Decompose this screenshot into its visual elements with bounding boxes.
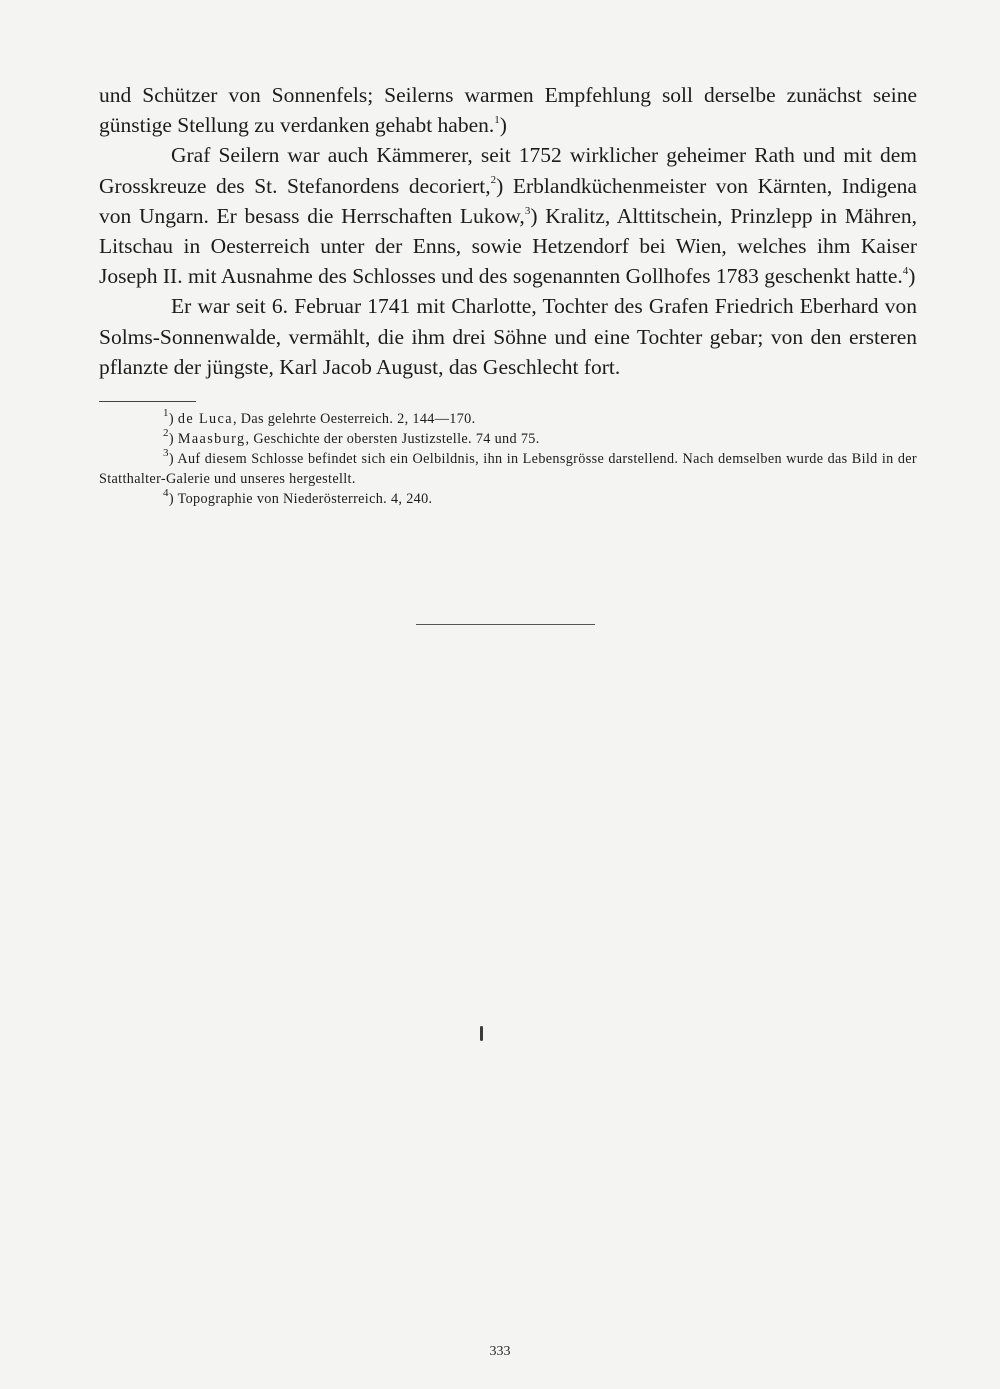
footnote-text: , Geschichte der obersten Justizstelle. 74 und 75. (245, 431, 540, 447)
footnote-marker: 2 (163, 427, 169, 440)
footnote-ref: 1 (494, 114, 500, 127)
footnote-ref: 4 (902, 265, 909, 278)
main-text (99, 80, 917, 382)
footnote-separator (99, 401, 196, 402)
text-run: ) (908, 264, 916, 289)
footnote-text: Auf diesem Schlosse befindet sich ein Oelbildnis, ihn in Lebensgrösse darstellend. Nach demselben wurde das Bild in der Statthalter-Galerie und unseres hergestellt. (99, 451, 917, 487)
text-run: ) Erblandküchenmeister von Kärnten, Indigena von Ungarn. Er besass die Herrschaften Lukow, (99, 173, 917, 228)
footnote-text: , Das gelehrte Oesterreich. 2, 144—170. (232, 411, 476, 427)
text-run: ) (499, 113, 507, 138)
text-run: Graf Seilern war auch Kämmerer, seit 1752 wirklicher geheimer Rath und mit dem Grosskreuze des St. Stefanordens decoriert, (99, 143, 917, 198)
footnote-author: Maasburg (177, 431, 246, 447)
paragraph (99, 140, 917, 291)
footnote-ref: 2 (490, 174, 497, 187)
footnote-text: Topographie von Niederösterreich. 4, 240. (177, 491, 433, 507)
paragraph (99, 80, 917, 140)
footnote: $^2$) Maasburg, Geschichte der obersten Justizstelle. 74 und 75. (163, 427, 540, 447)
ink-mark (480, 1026, 483, 1041)
section-end-rule (416, 624, 595, 625)
text-run: und Schützer von Sonnenfels; Seilerns warmen Empfehlung soll derselbe zunächst seine günstige Stellung zu verdanken gehabt haben. (99, 83, 917, 138)
footnote: $^1$) de Luca, Das gelehrte Oesterreich. 2, 144—170. (163, 407, 476, 427)
footnotes (99, 409, 917, 509)
footnote: $^3$) Auf diesem Schlosse befindet sich ein Oelbildnis, ihn in Lebensgrösse darstellend. Nach demselben wurde das Bild in der Statthalter-Galerie und unseres hergestellt. (99, 447, 917, 487)
page-number: 333 (489, 1344, 511, 1359)
text-run: ) Kralitz, Alttitschein, Prinzlepp in Mähren, Litschau in Oesterreich unter der Enns, sowie Hetzendorf bei Wien, welches ihm Kaiser Joseph II. mit Ausnahme des Schlosses und des sogenannten Gollhofes 1783 geschenkt hatte. (99, 203, 917, 289)
footnote-marker: 3 (163, 447, 169, 460)
footnote-author: de Luca (177, 411, 233, 427)
text-run: Er war seit 6. Februar 1741 mit Charlotte, Tochter des Grafen Friedrich Eberhard von Solms-Sonnenwalde, vermählt, die ihm drei Söhne und eine Tochter gebar; von den ersteren pflanzte der jüngste, Karl Jacob August, das Geschlecht fort. (99, 294, 917, 379)
paragraph (99, 291, 917, 382)
footnote-marker: 4 (163, 487, 169, 500)
footnote-marker: 1 (163, 407, 169, 420)
footnote-ref: 3 (524, 204, 531, 217)
footnote: $^4$) Topographie von Niederösterreich. 4, 240. (163, 487, 433, 507)
